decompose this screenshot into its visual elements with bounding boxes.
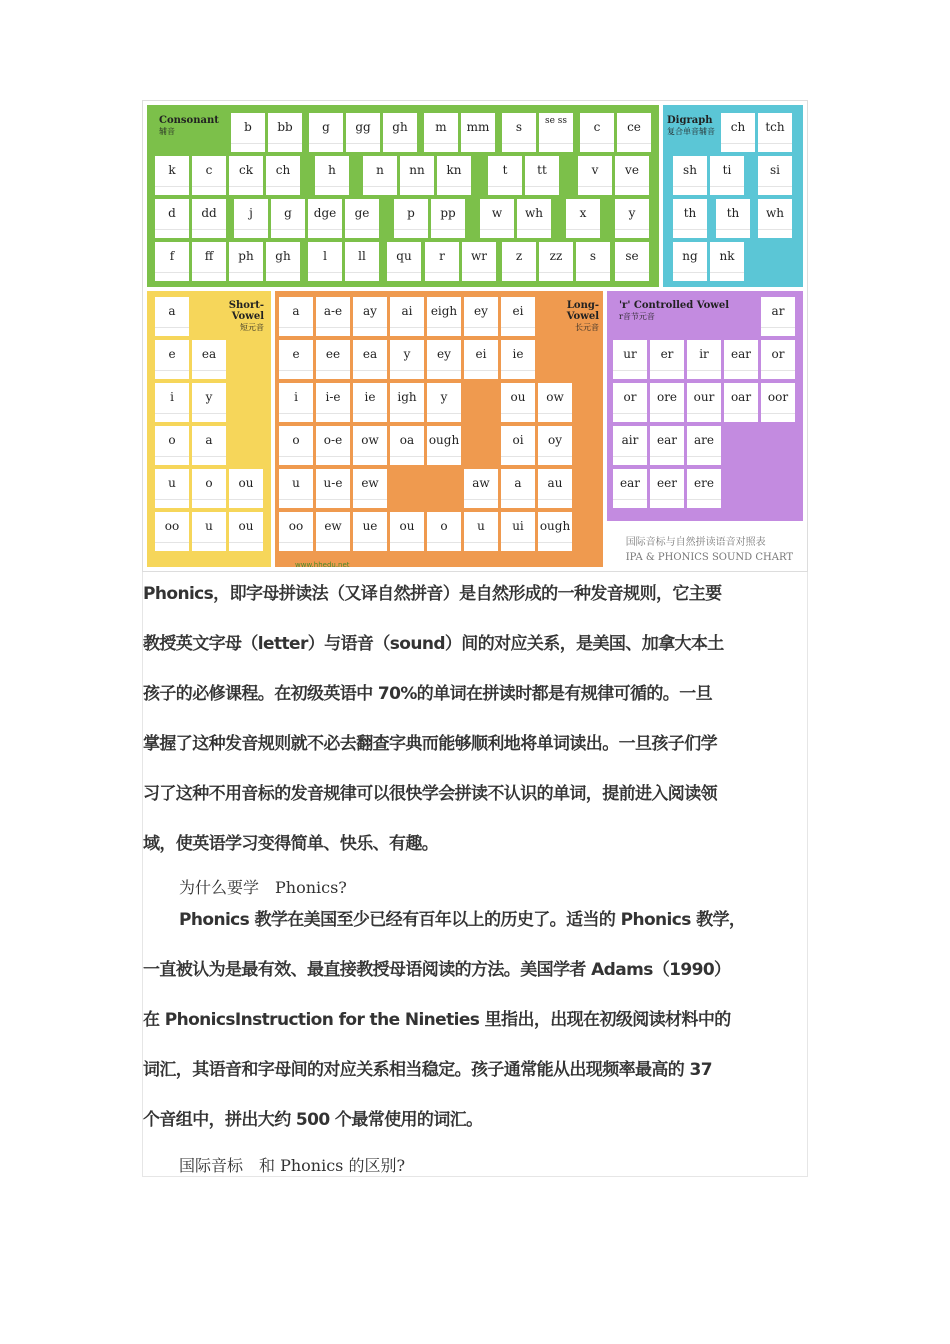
cell: kn bbox=[437, 156, 471, 195]
cell: ck bbox=[229, 156, 263, 195]
cell: k bbox=[155, 156, 189, 195]
cell: d bbox=[155, 199, 189, 238]
cell: si bbox=[758, 156, 792, 195]
cell: ur bbox=[613, 340, 647, 379]
cell: ti bbox=[710, 156, 744, 195]
cell: ew bbox=[353, 469, 387, 508]
cell: ng bbox=[673, 242, 707, 281]
cell: ay bbox=[353, 297, 387, 336]
cell: c bbox=[192, 156, 226, 195]
cell: se bbox=[615, 242, 649, 281]
cell: er bbox=[650, 340, 684, 379]
chart-url: www.hhedu.net bbox=[295, 561, 350, 569]
cell: u-e bbox=[316, 469, 350, 508]
short-vowel-title: Short-Vowel 短元音 bbox=[228, 300, 264, 332]
cell: u bbox=[192, 512, 226, 551]
cell: ve bbox=[615, 156, 649, 195]
cell: eer bbox=[650, 469, 684, 508]
cell: tt bbox=[525, 156, 559, 195]
cell: b bbox=[231, 113, 265, 152]
cell: u bbox=[279, 469, 313, 508]
cell: ou bbox=[390, 512, 424, 551]
cell: n bbox=[363, 156, 397, 195]
cell: l bbox=[308, 242, 342, 281]
paragraph-1-line-5: 习了这种不用音标的发音规律可以很快学会拼读不认识的单词，提前进入阅读领 bbox=[143, 784, 717, 804]
cell: s bbox=[502, 113, 536, 152]
cell: nn bbox=[400, 156, 434, 195]
cell: m bbox=[424, 113, 458, 152]
cell: or bbox=[613, 383, 647, 422]
cell: ore bbox=[650, 383, 684, 422]
paragraph-1-line-2: 教授英文字母（letter）与语音（sound）间的对应关系，是美国、加拿大本土 bbox=[143, 634, 724, 654]
cell: air bbox=[613, 426, 647, 465]
cell: ch bbox=[721, 113, 755, 152]
cell: i bbox=[279, 383, 313, 422]
cell: oo bbox=[155, 512, 189, 551]
cell: se ss bbox=[539, 113, 573, 152]
section-heading-difference: 国际音标 和 Phonics 的区别? bbox=[179, 1156, 406, 1175]
cell: oo bbox=[279, 512, 313, 551]
cell: eigh bbox=[427, 297, 461, 336]
cell: tch bbox=[758, 113, 792, 152]
cell: wh bbox=[758, 199, 792, 238]
cell: oar bbox=[724, 383, 758, 422]
paragraph-1-line-1: Phonics，即字母拼读法（又译自然拼音）是自然形成的一种发音规则，它主要 bbox=[143, 584, 722, 604]
cell: ei bbox=[501, 297, 535, 336]
long-vowel-title: Long-Vowel 长元音 bbox=[566, 300, 599, 332]
cell: s bbox=[576, 242, 610, 281]
cell: ear bbox=[613, 469, 647, 508]
cell: ou bbox=[229, 469, 263, 508]
paragraph-1-line-3: 孩子的必修课程。在初级英语中 70%的单词在拼读时都是有规律可循的。一旦 bbox=[143, 684, 713, 704]
cell: th bbox=[716, 199, 750, 238]
cell: ea bbox=[192, 340, 226, 379]
cell: gg bbox=[346, 113, 380, 152]
cell: ie bbox=[353, 383, 387, 422]
cell: ough bbox=[427, 426, 461, 465]
cell: a bbox=[501, 469, 535, 508]
cell: th bbox=[673, 199, 707, 238]
cell: qu bbox=[387, 242, 421, 281]
cell: ee bbox=[316, 340, 350, 379]
cell: our bbox=[687, 383, 721, 422]
cell: u bbox=[155, 469, 189, 508]
cell: v bbox=[578, 156, 612, 195]
cell: i bbox=[155, 383, 189, 422]
cell: y bbox=[390, 340, 424, 379]
cell: f bbox=[155, 242, 189, 281]
cell: o bbox=[427, 512, 461, 551]
phonics-sound-chart bbox=[142, 100, 808, 572]
paragraph-2-line-4: 词汇，其语音和字母间的对应关系相当稳定。孩子通常能从出现频率最高的 37 bbox=[143, 1060, 712, 1080]
cell: ou bbox=[229, 512, 263, 551]
chart-caption-en: IPA & PHONICS SOUND CHART bbox=[625, 552, 793, 563]
cell: a bbox=[155, 297, 189, 336]
cell: pp bbox=[431, 199, 465, 238]
cell: ough bbox=[538, 512, 572, 551]
cell: ey bbox=[427, 340, 461, 379]
cell: w bbox=[480, 199, 514, 238]
cell: ar bbox=[761, 297, 795, 336]
cell: bb bbox=[268, 113, 302, 152]
cell: nk bbox=[710, 242, 744, 281]
cell: a-e bbox=[316, 297, 350, 336]
cell: u bbox=[464, 512, 498, 551]
cell: c bbox=[580, 113, 614, 152]
cell: r bbox=[425, 242, 459, 281]
cell: ll bbox=[345, 242, 379, 281]
cell: ie bbox=[501, 340, 535, 379]
cell: y bbox=[192, 383, 226, 422]
paragraph-2-line-3: 在 PhonicsInstruction for the Nineties 里指出，出现在初级阅读材料中的 bbox=[143, 1010, 731, 1030]
cell: oi bbox=[501, 426, 535, 465]
cell: h bbox=[315, 156, 349, 195]
cell: ge bbox=[345, 199, 379, 238]
cell: t bbox=[488, 156, 522, 195]
cell: oor bbox=[761, 383, 795, 422]
cell: dge bbox=[308, 199, 342, 238]
cell: ir bbox=[687, 340, 721, 379]
cell: dd bbox=[192, 199, 226, 238]
cell: igh bbox=[390, 383, 424, 422]
cell: g bbox=[309, 113, 343, 152]
cell: ear bbox=[650, 426, 684, 465]
paragraph-1-line-6: 域，使英语学习变得简单、快乐、有趣。 bbox=[143, 834, 439, 854]
cell: ff bbox=[192, 242, 226, 281]
chart-caption-cn: 国际音标与自然拼读语音对照表 bbox=[625, 537, 766, 548]
cell: wh bbox=[517, 199, 551, 238]
cell: i-e bbox=[316, 383, 350, 422]
cell: are bbox=[687, 426, 721, 465]
cell: oy bbox=[538, 426, 572, 465]
cell: gh bbox=[266, 242, 300, 281]
cell: g bbox=[271, 199, 305, 238]
cell: e bbox=[155, 340, 189, 379]
section-heading-why: 为什么要学 Phonics? bbox=[179, 878, 347, 897]
cell: mm bbox=[461, 113, 495, 152]
cell: ere bbox=[687, 469, 721, 508]
cell: o bbox=[192, 469, 226, 508]
cell: oa bbox=[390, 426, 424, 465]
cell: ui bbox=[501, 512, 535, 551]
digraph-title: Digraph 复合单音辅音 bbox=[667, 115, 715, 136]
cell: zz bbox=[539, 242, 573, 281]
cell: ch bbox=[266, 156, 300, 195]
consonant-title: Consonant 辅音 bbox=[159, 115, 219, 136]
cell: e bbox=[279, 340, 313, 379]
r-controlled-title: 'r' Controlled Vowel r音节元音 bbox=[619, 300, 730, 321]
cell: ew bbox=[316, 512, 350, 551]
cell: ue bbox=[353, 512, 387, 551]
cell: wr bbox=[462, 242, 496, 281]
cell: ph bbox=[229, 242, 263, 281]
cell: a bbox=[192, 426, 226, 465]
cell: j bbox=[234, 199, 268, 238]
cell: x bbox=[566, 199, 600, 238]
cell: ow bbox=[353, 426, 387, 465]
cell: o bbox=[155, 426, 189, 465]
cell: ey bbox=[464, 297, 498, 336]
cell: a bbox=[279, 297, 313, 336]
cell: p bbox=[394, 199, 428, 238]
cell: sh bbox=[673, 156, 707, 195]
paragraph-1-line-4: 掌握了这种发音规则就不必去翻查字典而能够顺利地将单词读出。一旦孩子们学 bbox=[143, 734, 717, 754]
article bbox=[142, 572, 808, 1177]
cell: y bbox=[427, 383, 461, 422]
paragraph-2-line-1: Phonics 教学在美国至少已经有百年以上的历史了。适当的 Phonics 教学， bbox=[179, 910, 746, 930]
cell: gh bbox=[383, 113, 417, 152]
cell: aw bbox=[464, 469, 498, 508]
cell: ai bbox=[390, 297, 424, 336]
cell: o-e bbox=[316, 426, 350, 465]
cell: au bbox=[538, 469, 572, 508]
cell: or bbox=[761, 340, 795, 379]
cell: y bbox=[615, 199, 649, 238]
cell: ea bbox=[353, 340, 387, 379]
paragraph-2-line-2: 一直被认为是最有效、最直接教授母语阅读的方法。美国学者 Adams（1990） bbox=[143, 960, 731, 980]
cell: z bbox=[502, 242, 536, 281]
cell: ear bbox=[724, 340, 758, 379]
cell: ce bbox=[617, 113, 651, 152]
cell: ou bbox=[501, 383, 535, 422]
paragraph-2-line-5: 个音组中，拼出大约 500 个最常使用的词汇。 bbox=[143, 1110, 483, 1130]
cell: o bbox=[279, 426, 313, 465]
cell: ei bbox=[464, 340, 498, 379]
chart-caption bbox=[626, 535, 793, 565]
cell: ow bbox=[538, 383, 572, 422]
